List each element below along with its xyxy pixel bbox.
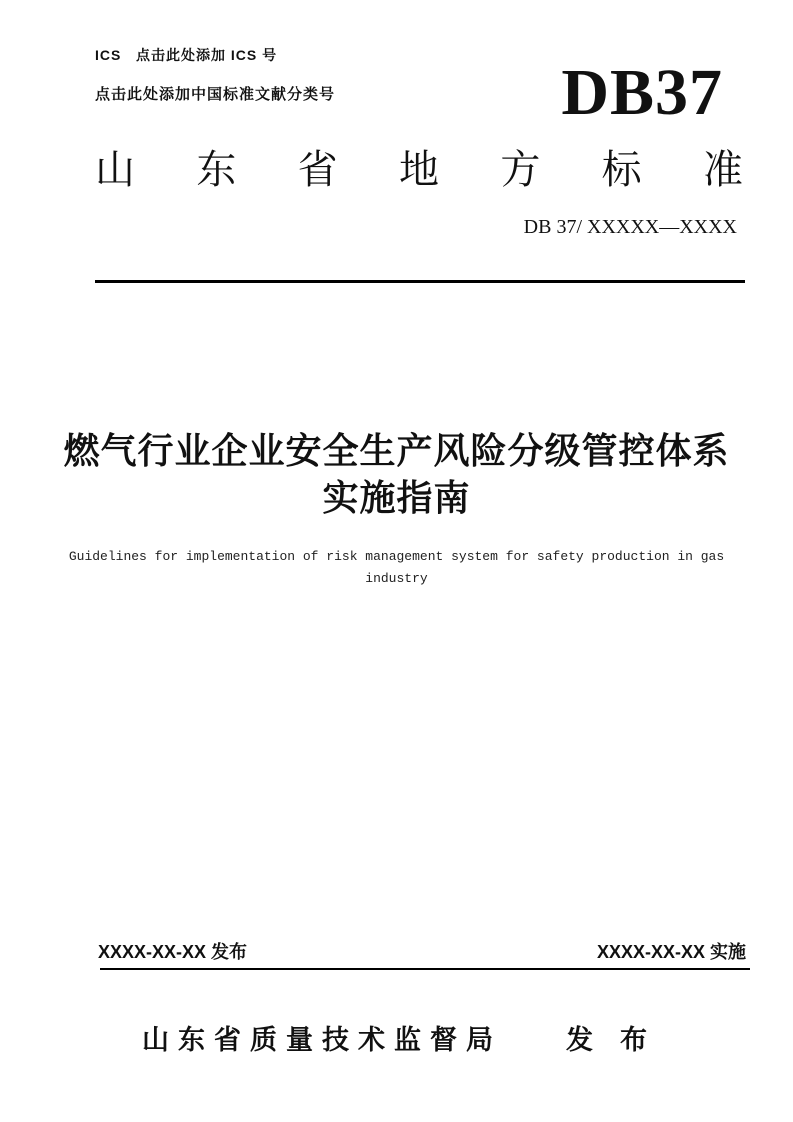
date-row <box>98 938 746 964</box>
implement-date: XXXX-XX-XX 实施 <box>596 942 746 962</box>
ics-placeholder[interactable]: ICS 点击此处添加 ICS 号 <box>95 47 278 63</box>
publisher-name: 山东省质量技术监督局 <box>141 1025 502 1055</box>
issue-date: XXXX-XX-XX 发布 <box>98 942 248 962</box>
db37-logo: DB37 <box>561 56 723 129</box>
publish-label: 发 布 <box>565 1025 651 1055</box>
document-title <box>0 427 793 521</box>
english-title: Guidelines for implementation of risk management system for safety production in gas industry <box>68 549 725 586</box>
footer-divider-rule <box>100 968 750 970</box>
classification-placeholder[interactable]: 点击此处添加中国标准文献分类号 <box>95 86 336 103</box>
standard-number: DB 37/ XXXXX—XXXX <box>523 216 737 238</box>
publisher-row <box>0 1018 793 1057</box>
document-title-line2: 实施指南 <box>322 477 471 518</box>
standard-title: 山 东 省 地 方 标 准 <box>95 148 743 192</box>
header-divider-rule <box>95 280 745 283</box>
document-title-line1: 燃气行业企业安全生产风险分级管控体系 <box>63 430 730 471</box>
